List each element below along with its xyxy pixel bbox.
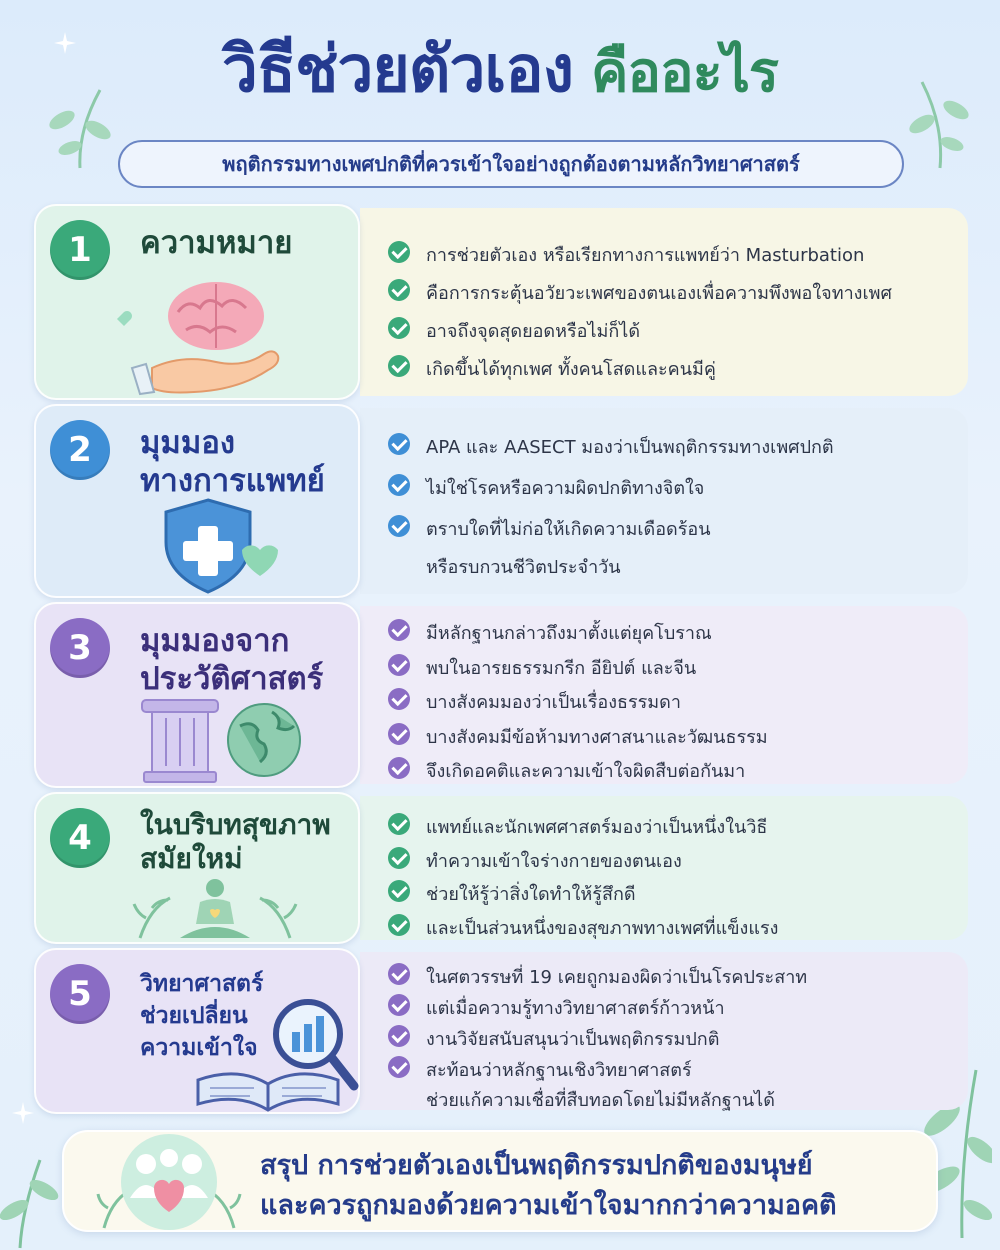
list-item xyxy=(388,993,948,1024)
check-icon xyxy=(388,757,410,779)
section-heading: มุมมอง ทางการแพทย์ xyxy=(140,425,325,499)
check-icon xyxy=(388,619,410,641)
subtitle-banner xyxy=(118,140,904,188)
section-number-badge: 1 xyxy=(50,220,110,280)
list-item xyxy=(388,913,948,947)
list-item xyxy=(388,278,948,316)
section-science-change xyxy=(34,948,968,1114)
check-icon xyxy=(388,474,410,496)
list-item xyxy=(388,722,948,757)
section-1-list xyxy=(388,240,948,392)
list-item xyxy=(388,653,948,688)
list-item-text: ตราบใดที่ไม่ก่อให้เกิดความเดือดร้อน xyxy=(426,519,711,540)
list-item xyxy=(388,240,948,278)
list-item-text: อาจถึงจุดสุดยอดหรือไม่ก็ได้ xyxy=(426,321,641,342)
section-4-header-card xyxy=(34,792,360,944)
summary-line-1: สรุป การช่วยตัวเองเป็นพฤติกรรมปกติของมนุษย์ xyxy=(260,1150,813,1181)
section-2-list xyxy=(388,432,948,581)
family-heart-icon xyxy=(94,1128,244,1238)
check-icon xyxy=(388,355,410,377)
check-icon xyxy=(388,317,410,339)
brain-in-hand-icon xyxy=(106,272,306,396)
list-item-text: บางสังคมมีข้อห้ามทางศาสนาและวัฒนธรรม xyxy=(426,726,768,748)
check-icon xyxy=(388,963,410,985)
list-item-text: ทำความเข้าใจร่างกายของตนเอง xyxy=(426,850,682,872)
check-icon xyxy=(388,433,410,455)
section-heading: วิทยาศาสตร์ ช่วยเปลี่ยน ความเข้าใจ xyxy=(140,971,264,1061)
list-item xyxy=(388,756,948,791)
check-icon xyxy=(388,880,410,902)
list-item-text: คือการกระตุ้นอวัยวะเพศของตนเองเพื่อความพึงพอใจทางเพศ xyxy=(426,283,892,304)
list-item-text: พบในอารยธรรมกรีก อียิปต์ และจีน xyxy=(426,657,697,679)
check-icon xyxy=(388,847,410,869)
check-icon xyxy=(388,688,410,710)
section-3-list xyxy=(388,618,948,791)
check-icon xyxy=(388,813,410,835)
book-magnifier-icon xyxy=(192,996,362,1112)
list-item-text: มีหลักฐานกล่าวถึงมาตั้งแต่ยุคโบราณ xyxy=(426,623,712,644)
check-icon xyxy=(388,241,410,263)
list-item-text: ช่วยให้รู้ว่าสิ่งใดทำให้รู้สึกดี xyxy=(426,884,636,905)
list-item-continuation: หรือรบกวนชีวิตประจำวัน xyxy=(426,557,621,578)
check-icon xyxy=(388,994,410,1016)
summary-banner xyxy=(62,1130,938,1232)
list-item xyxy=(388,879,948,913)
list-item xyxy=(388,514,948,552)
section-number-badge: 2 xyxy=(50,420,110,480)
section-modern-health xyxy=(34,792,968,944)
check-icon xyxy=(388,914,410,936)
list-item xyxy=(388,1024,948,1055)
section-5-list xyxy=(388,962,948,1114)
section-4-list xyxy=(388,812,948,946)
section-history-view xyxy=(34,602,968,788)
list-item-text: ในศตวรรษที่ 19 เคยถูกมองผิดว่าเป็นโรคประสาท xyxy=(426,967,808,988)
list-item xyxy=(388,687,948,722)
title-accent: คืออะไร xyxy=(590,40,778,105)
list-item xyxy=(388,618,948,653)
list-item-text: จึงเกิดอคติและความเข้าใจผิดสืบต่อกันมา xyxy=(426,761,746,782)
list-item-continuation: ช่วยแก้ความเชื่อที่สืบทอดโดยไม่มีหลักฐานได้ xyxy=(426,1090,775,1111)
section-2-header-card xyxy=(34,404,360,598)
summary-text xyxy=(260,1146,920,1226)
title-main: วิธีช่วยตัวเอง xyxy=(222,33,573,107)
meditation-icon xyxy=(130,878,300,944)
list-item-text: ไม่ใช่โรคหรือความผิดปกติทางจิตใจ xyxy=(426,478,705,499)
check-icon xyxy=(388,723,410,745)
list-item-text: APA และ AASECT มองว่าเป็นพฤติกรรมทางเพศปกติ xyxy=(426,437,834,458)
check-icon xyxy=(388,279,410,301)
list-item xyxy=(388,962,948,993)
list-item-text: แต่เมื่อความรู้ทางวิทยาศาสตร์ก้าวหน้า xyxy=(426,998,725,1019)
column-globe-icon xyxy=(136,696,306,784)
section-number-badge: 4 xyxy=(50,808,110,868)
list-item-text: แพทย์และนักเพศศาสตร์มองว่าเป็นหนึ่งในวิธี xyxy=(426,817,768,838)
list-item xyxy=(388,354,948,392)
check-icon xyxy=(388,515,410,537)
list-item xyxy=(388,846,948,880)
leaf-left-bottom-icon xyxy=(0,1150,70,1250)
check-icon xyxy=(388,1056,410,1078)
summary-line-2: และควรถูกมองด้วยความเข้าใจมากกว่าความอคติ xyxy=(260,1190,837,1221)
list-item xyxy=(388,473,948,514)
list-item xyxy=(388,432,948,473)
list-item xyxy=(388,812,948,846)
list-item-text: สะท้อนว่าหลักฐานเชิงวิทยาศาสตร์ xyxy=(426,1060,692,1081)
section-medical-view xyxy=(34,404,968,598)
list-item xyxy=(388,316,948,354)
section-meaning xyxy=(34,204,968,400)
section-heading: ความหมาย xyxy=(140,225,293,261)
section-heading: ในบริบทสุขภาพ สมัยใหม่ xyxy=(140,808,331,875)
list-item-text: เกิดขึ้นได้ทุกเพศ ทั้งคนโสดและคนมีคู่ xyxy=(426,359,716,380)
medical-shield-icon xyxy=(160,496,290,596)
list-item-text: และเป็นส่วนหนึ่งของสุขภาพทางเพศที่แข็งแรง xyxy=(426,917,779,939)
section-heading: มุมมองจาก ประวัติศาสตร์ xyxy=(140,623,324,697)
section-1-header-card xyxy=(34,204,360,400)
list-item-text: งานวิจัยสนับสนุนว่าเป็นพฤติกรรมปกติ xyxy=(426,1029,720,1050)
subtitle-text: พฤติกรรมทางเพศปกติที่ควรเข้าใจอย่างถูกต้องตามหลักวิทยาศาสตร์ xyxy=(222,152,800,176)
list-item-text: บางสังคมมองว่าเป็นเรื่องธรรมดา xyxy=(426,692,681,713)
check-icon xyxy=(388,654,410,676)
section-5-header-card xyxy=(34,948,360,1114)
section-number-badge: 5 xyxy=(50,964,110,1024)
page-title xyxy=(0,30,1000,110)
section-number-badge: 3 xyxy=(50,618,110,678)
section-3-header-card xyxy=(34,602,360,788)
list-item-text: การช่วยตัวเอง หรือเรียกทางการแพทย์ว่า Masturbation xyxy=(426,245,865,266)
list-item xyxy=(388,1055,948,1085)
sparkle-icon xyxy=(12,1102,34,1124)
check-icon xyxy=(388,1025,410,1047)
